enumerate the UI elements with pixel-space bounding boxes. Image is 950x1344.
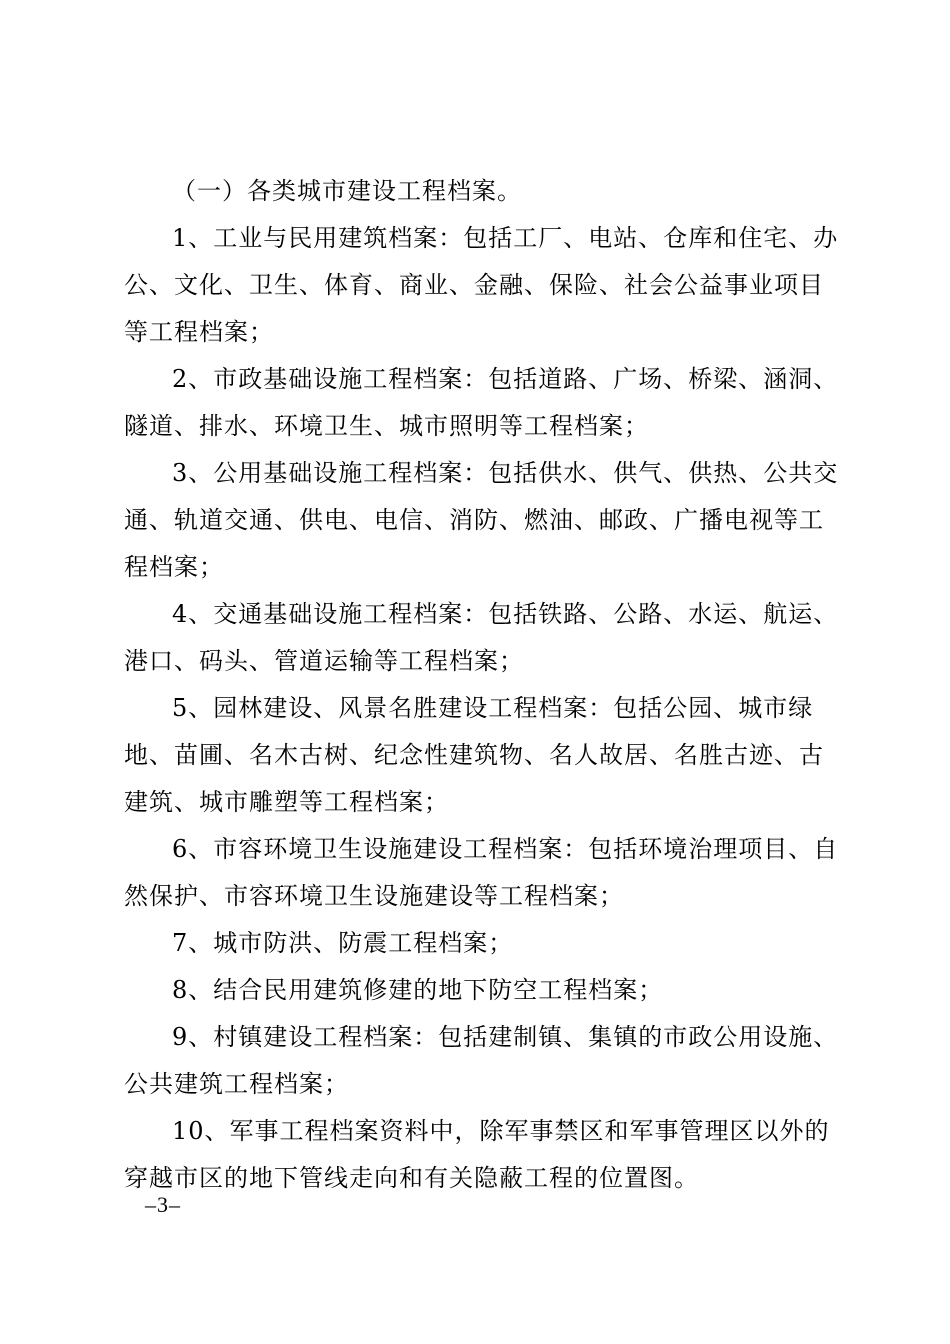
paragraph-10: 10、军事工程档案资料中，除军事禁区和军事管理区以外的穿越市区的地下管线走向和有关隐蔽工程的位置图。 <box>124 1117 830 1192</box>
document-body <box>124 168 844 1202</box>
paragraph-9: 9、村镇建设工程档案：包括建制镇、集镇的市政公用设施、公共建筑工程档案； <box>124 1023 839 1098</box>
paragraph-3: 3、公用基础设施工程档案：包括供水、供气、供热、公共交通、轨道交通、供电、电信、消防、燃油、邮政、广播电视等工程档案； <box>124 459 839 581</box>
page-number: –3– <box>145 1192 181 1217</box>
paragraph-2: 2、市政基础设施工程档案：包括道路、广场、桥梁、涵洞、隧道、排水、环境卫生、城市照明等工程档案； <box>124 365 839 440</box>
paragraph-5: 5、园林建设、风景名胜建设工程档案：包括公园、城市绿地、苗圃、名木古树、纪念性建筑物、名人故居、名胜古迹、古建筑、城市雕塑等工程档案； <box>124 694 824 816</box>
paragraph-4: 4、交通基础设施工程档案：包括铁路、公路、水运、航运、港口、码头、管道运输等工程档案； <box>124 600 839 675</box>
paragraph-6: 6、市容环境卫生设施建设工程档案：包括环境治理项目、自然保护、市容环境卫生设施建设等工程档案； <box>124 835 839 910</box>
section-heading: （一）各类城市建设工程档案。 <box>172 177 522 205</box>
paragraph-8: 8、结合民用建筑修建的地下防空工程档案； <box>172 976 664 1004</box>
paragraph-7: 7、城市防洪、防震工程档案； <box>172 929 514 957</box>
paragraph-1: 1、工业与民用建筑档案：包括工厂、电站、仓库和住宅、办公、文化、卫生、体育、商业、金融、保险、社会公益事业项目等工程档案； <box>124 224 839 346</box>
